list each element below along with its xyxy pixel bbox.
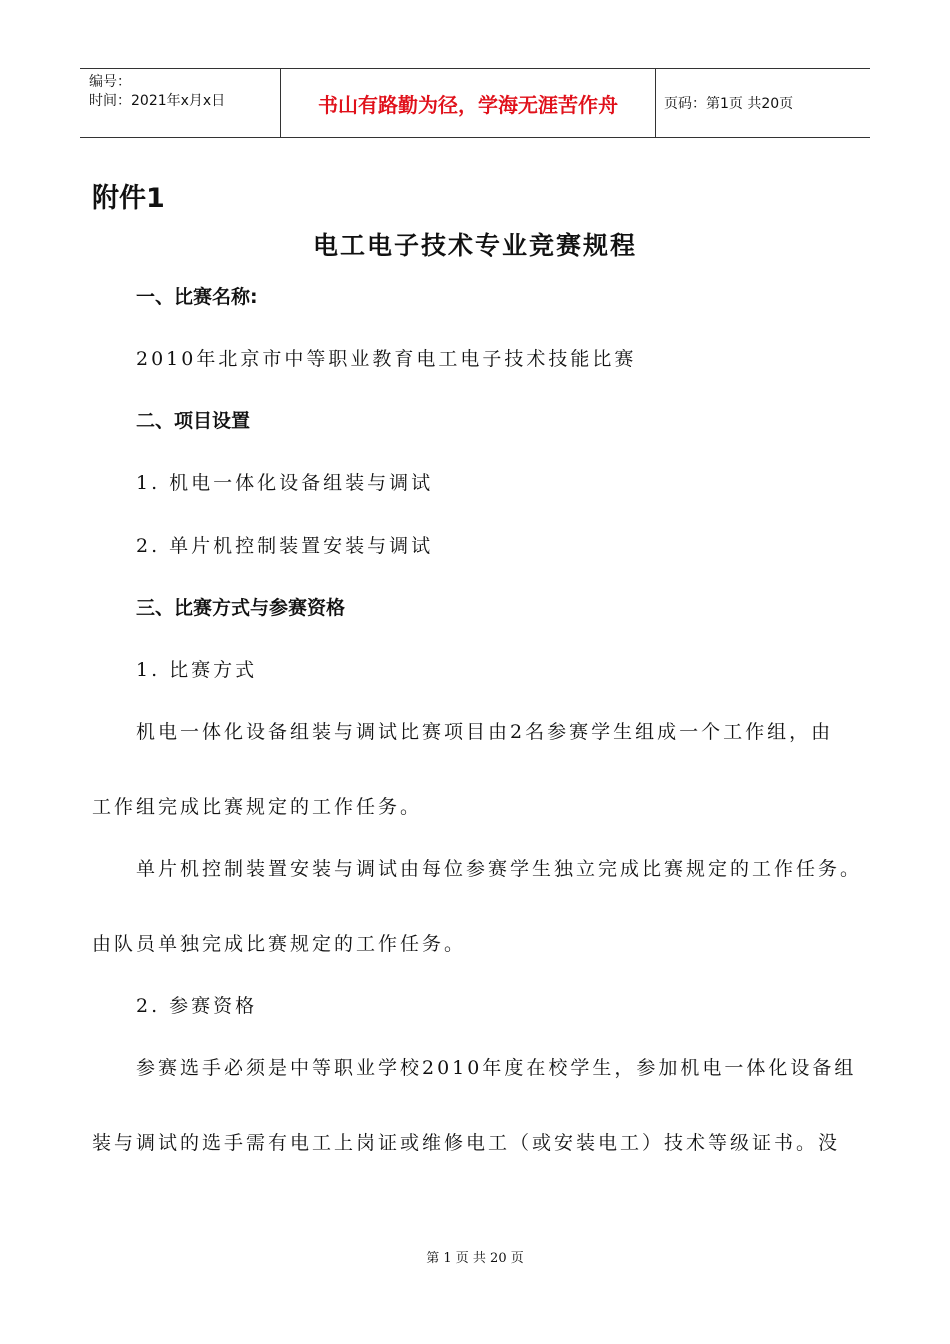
- section-2-heading: 二、项目设置: [136, 410, 251, 432]
- header-info-cell: [80, 69, 281, 137]
- paragraph-1-line-2: 工作组完成比赛规定的工作任务。: [92, 796, 423, 818]
- document-time: 时间：2021年x月x日: [89, 93, 226, 109]
- paragraph-1-line-1: 机电一体化设备组装与调试比赛项目由2名参赛学生组成一个工作组，由: [136, 721, 834, 743]
- section-2-item-2: 2. 单片机控制装置安装与调试: [136, 535, 434, 557]
- document-title: 电工电子技术专业竞赛规程: [312, 231, 637, 260]
- section-1-heading: 一、比赛名称:: [136, 286, 258, 308]
- paragraph-3-line-2: 装与调试的选手需有电工上岗证或维修电工（或安装电工）技术等级证书。没: [92, 1132, 841, 1154]
- section-3-heading: 三、比赛方式与参赛资格: [136, 597, 346, 619]
- section-3-sub-2: 2. 参赛资格: [136, 995, 258, 1017]
- document-number: 编号：: [89, 74, 131, 90]
- header-page-info: 页码：第1页 共20页: [664, 96, 794, 112]
- header-motto: 书山有路勤为径，学海无涯苦作舟: [281, 69, 656, 137]
- paragraph-3-line-1: 参赛选手必须是中等职业学校2010年度在校学生，参加机电一体化设备组: [136, 1057, 857, 1079]
- section-1-text: 2010年北京市中等职业教育电工电子技术技能比赛: [136, 348, 637, 370]
- appendix-label: 附件1: [92, 183, 165, 214]
- header-table: [80, 68, 870, 138]
- paragraph-2-line-2: 由队员单独完成比赛规定的工作任务。: [92, 933, 467, 955]
- section-3-sub-1: 1. 比赛方式: [136, 659, 258, 681]
- paragraph-2-line-1: 单片机控制装置安装与调试由每位参赛学生独立完成比赛规定的工作任务。: [136, 858, 863, 880]
- page-footer: 第 1 页 共 20 页: [426, 1251, 524, 1266]
- section-2-item-1: 1. 机电一体化设备组装与调试: [136, 472, 434, 494]
